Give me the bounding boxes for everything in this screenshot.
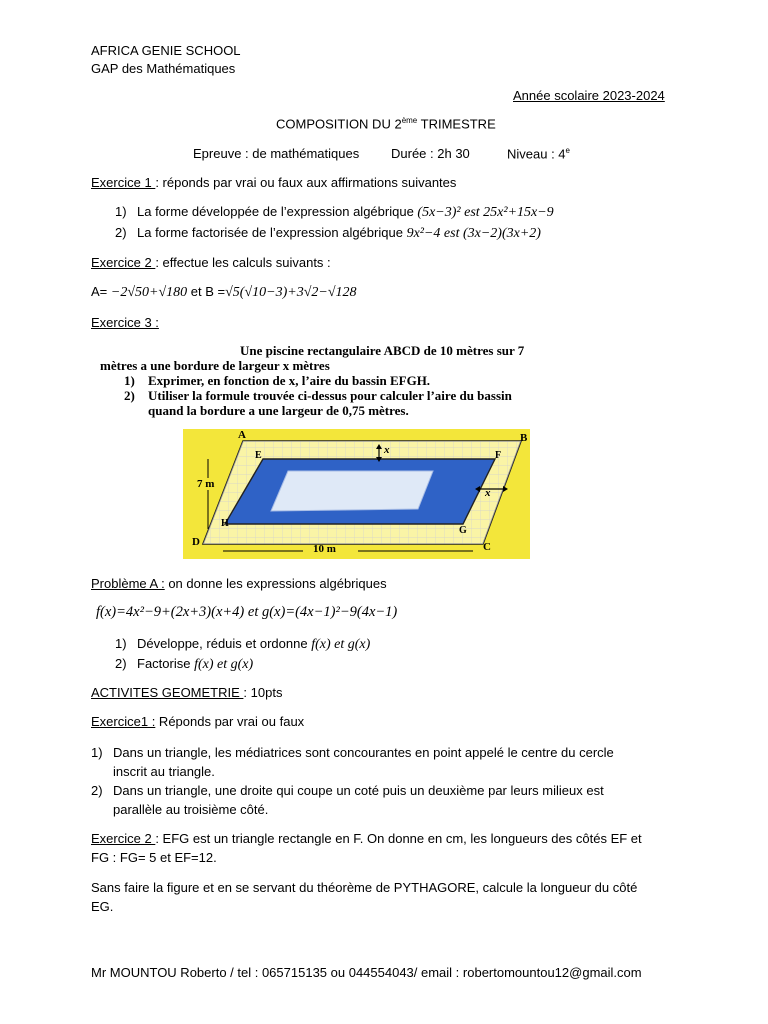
problem-a-heading: Problème A : on donne les expressions algébriques <box>91 576 387 591</box>
pool-diagram <box>183 429 530 559</box>
exam-duration: Durée : 2h 30 <box>391 146 470 161</box>
problem-a-item-2: 2) Factorise f(x) et g(x) <box>115 656 254 672</box>
label-D: D <box>192 536 200 548</box>
exercise3-scanned-text: Une piscine rectangulaire ABCD de 10 mètres sur 7 mètres a une bordure de largeur x mètres 1) Exprimer, en fonction de x, l’aire du bassin EFGH. 2) Utiliser la formule trouvée ci-dessus pour calculer l’aire du bassin quand la bordure a une largeur de 0,75 mètres. <box>100 343 525 418</box>
problem-a-item-1: 1) Développe, réduis et ordonne f(x) et g(x) <box>115 636 371 652</box>
exercise2-heading: Exercice 2 : effectue les calculs suivants : <box>91 255 331 270</box>
exercise1-item-2: 2) La forme factorisée de l’expression algébrique 9x²−4 est (3x−2)(3x+2) <box>115 225 541 241</box>
geometry-ex1-item-2: 2) Dans un triangle, une droite qui coupe un coté puis un deuxième par leurs milieux est parallèle au troisième côté. <box>91 783 604 817</box>
geometry-ex1-heading: Exercice1 : Réponds par vrai ou faux <box>91 714 305 729</box>
exam-level: Niveau : 4e <box>507 146 570 162</box>
label-x-right: x <box>485 487 491 499</box>
exercise1-item-1: 1) La forme développée de l’expression algébrique (5x−3)² est 25x²+15x−9 <box>115 204 554 220</box>
label-width: 10 m <box>313 543 336 555</box>
label-B: B <box>520 432 528 444</box>
exercise3-heading: Exercice 3 : <box>91 315 159 330</box>
pool-figure <box>183 429 530 559</box>
exercise2-expressions: A= −2√50+√180 et B =√5(√10−3)+3√2−√128 <box>91 284 357 300</box>
geometry-ex2-question: Sans faire la figure et en se servant du théorème de PYTHAGORE, calcule la longueur du côté EG. <box>91 880 638 914</box>
label-F: F <box>495 450 502 461</box>
exam-subject: Epreuve : de mathématiques <box>193 146 360 161</box>
label-G: G <box>459 525 467 536</box>
label-H: H <box>221 518 229 529</box>
school-name: AFRICA GENIE SCHOOL <box>91 43 241 58</box>
geometry-ex2: Exercice 2 : EFG est un triangle rectangle en F. On donne en cm, les longueurs des côtés EF et FG : FG= 5 et EF=12. <box>91 831 642 865</box>
label-C: C <box>483 541 491 553</box>
department-name: GAP des Mathématiques <box>91 61 236 76</box>
label-x-top: x <box>384 444 390 456</box>
footer-contact: Mr MOUNTOU Roberto / tel : 065715135 ou 044554043/ email : robertomountou12@gmail.com <box>91 965 642 980</box>
problem-a-expression: f(x)=4x²−9+(2x+3)(x+4) et g(x)=(4x−1)²−9(4x−1) <box>96 604 398 620</box>
label-E: E <box>255 450 262 461</box>
geometry-heading: ACTIVITES GEOMETRIE : 10pts <box>91 685 283 700</box>
exercise1-heading: Exercice 1 : réponds par vrai ou faux aux affirmations suivantes <box>91 175 457 190</box>
composition-title: COMPOSITION DU 2ème TRIMESTRE <box>276 116 496 132</box>
school-year: Année scolaire 2023-2024 <box>513 88 665 103</box>
label-height: 7 m <box>197 478 215 490</box>
geometry-ex1-item-1: 1) Dans un triangle, les médiatrices sont concourantes en point appelé le centre du cercle inscrit au triangle. <box>91 745 614 779</box>
basin-highlight <box>271 471 433 511</box>
label-A: A <box>238 429 246 441</box>
